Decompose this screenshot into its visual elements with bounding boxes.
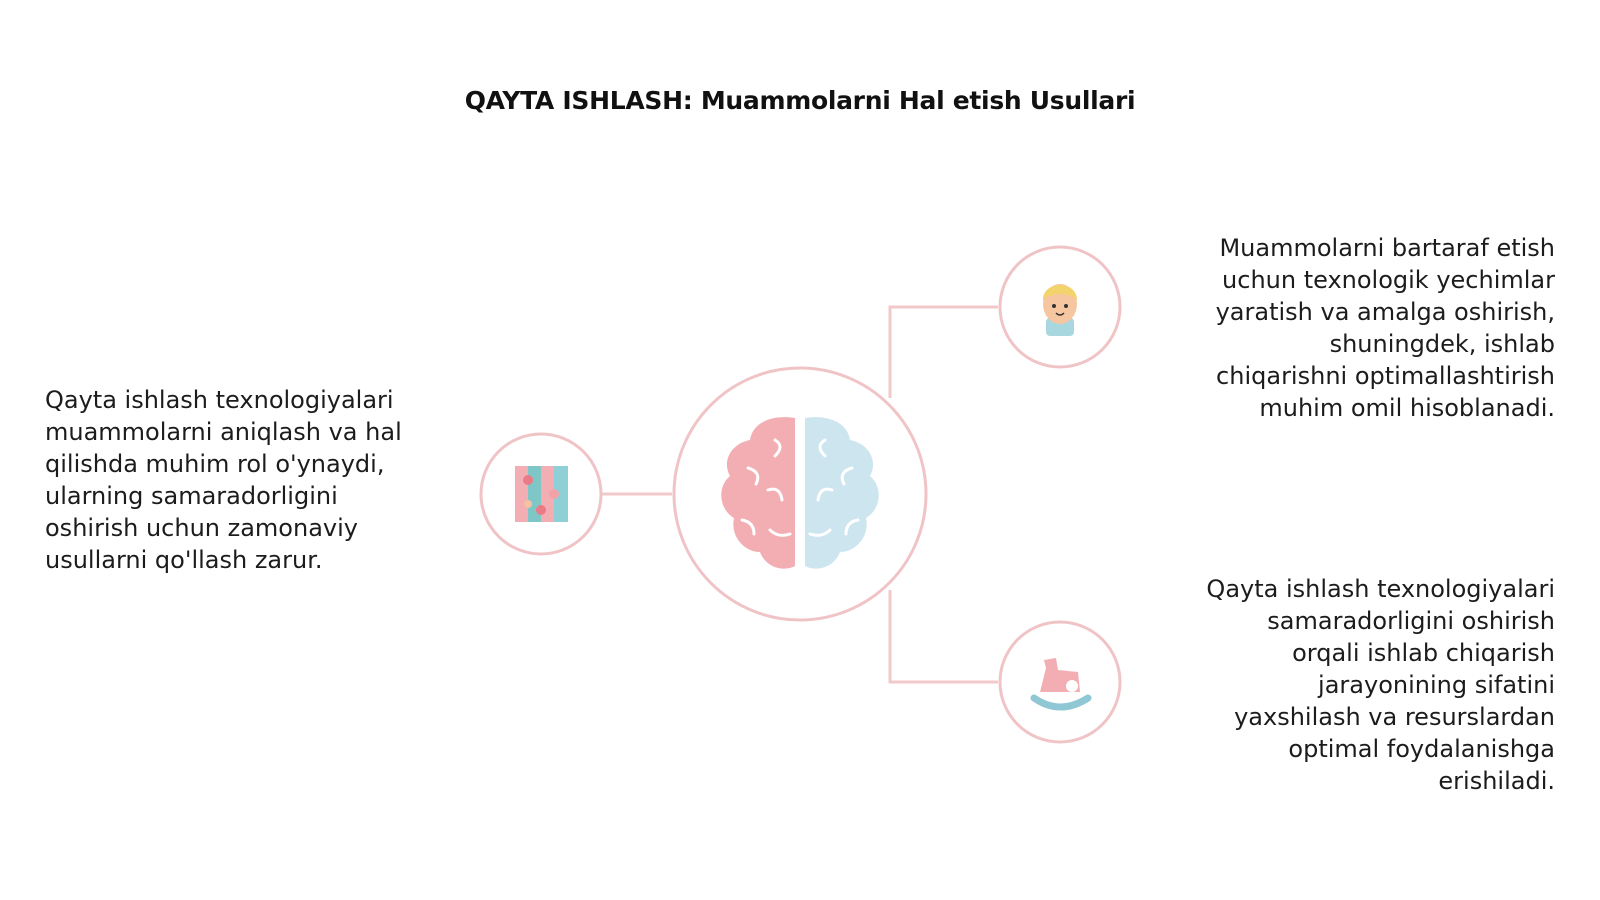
center-node [674, 368, 926, 620]
puzzle-icon [515, 466, 568, 522]
page-title: QAYTA ISHLASH: Muammolarni Hal etish Usullari [464, 86, 1136, 115]
left-node [481, 434, 601, 554]
center-circle [674, 368, 926, 620]
bottom-right-node-text: Qayta ishlash texnologiyalari samaradorligini oshirish orqali ishlab chiqarish jarayonining sifatini yaxshilash va resurslardan optimal foydalanishga erishiladi. [1206, 575, 1555, 795]
top-right-node [1000, 247, 1120, 367]
connector-top-right [890, 307, 998, 398]
bottom-right-node [1000, 622, 1120, 742]
left-node-text: Qayta ishlash texnologiyalari muammolarni aniqlash va hal qilishda muhim rol o'ynaydi, ularning samaradorligini oshirish uchun zamonaviy usullarni qo'llash zarur. [45, 386, 402, 574]
top-right-node-text: Muammolarni bartaraf etish uchun texnologik yechimlar yaratish va amalga oshirish, shuningdek, ishlab chiqarishni optimallashtirish muhim omil hisoblanadi. [1215, 234, 1555, 422]
child-face-icon [1043, 284, 1077, 336]
connector-bottom-right [890, 590, 998, 682]
